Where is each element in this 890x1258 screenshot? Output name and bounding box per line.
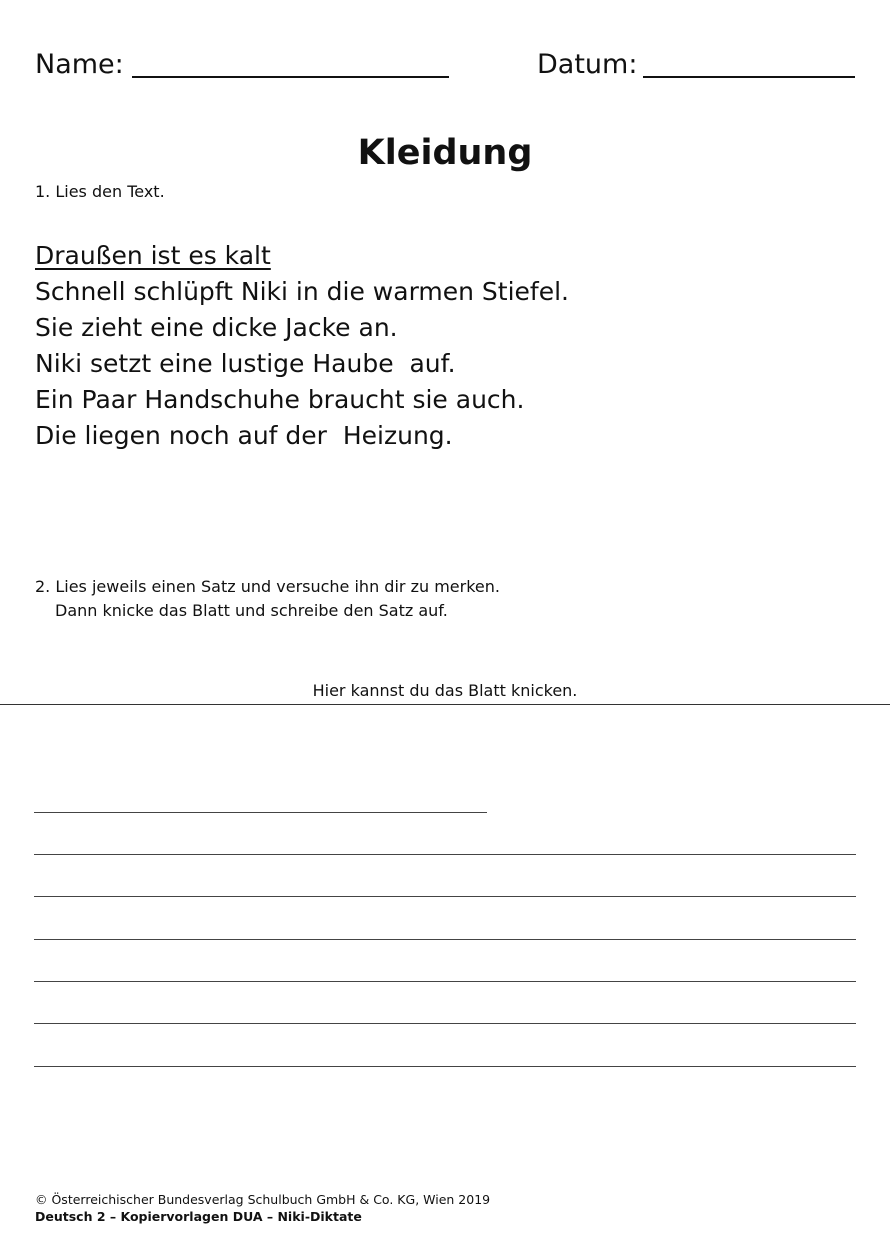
fold-hint: Hier kannst du das Blatt knicken. bbox=[312, 681, 578, 700]
footer-copyright: © Österreichischer Bundesverlag Schulbuch GmbH & Co. KG, Wien 2019 bbox=[35, 1192, 491, 1207]
writing-line[interactable] bbox=[34, 1023, 856, 1024]
story-text bbox=[35, 238, 569, 454]
footer bbox=[35, 1191, 490, 1225]
writing-line[interactable] bbox=[34, 854, 856, 855]
story-line: Sie zieht eine dicke Jacke an. bbox=[35, 313, 398, 342]
writing-line[interactable] bbox=[34, 1066, 856, 1067]
writing-line[interactable] bbox=[34, 981, 856, 982]
story-heading: Draußen ist es kalt bbox=[35, 241, 271, 270]
footer-series: Deutsch 2 – Kopiervorlagen DUA – Niki-Diktate bbox=[35, 1209, 362, 1224]
writing-line[interactable] bbox=[34, 939, 856, 940]
story-line: Ein Paar Handschuhe braucht sie auch. bbox=[35, 385, 525, 414]
name-field[interactable] bbox=[132, 76, 449, 78]
fold-line bbox=[0, 704, 890, 705]
story-line: Schnell schlüpft Niki in die warmen Stiefel. bbox=[35, 277, 570, 306]
story-line: Die liegen noch auf der Heizung. bbox=[35, 421, 453, 450]
page-title: Kleidung bbox=[357, 133, 533, 173]
name-label: Name: bbox=[35, 49, 124, 80]
task-2-instruction-line-2: Dann knicke das Blatt und schreibe den Satz auf. bbox=[55, 601, 448, 620]
story-line: Niki setzt eine lustige Haube auf. bbox=[35, 349, 456, 378]
task-2-instruction-line-1: 2. Lies jeweils einen Satz und versuche ihn dir zu merken. bbox=[35, 577, 500, 596]
date-field[interactable] bbox=[643, 76, 855, 78]
writing-line-short[interactable] bbox=[34, 812, 487, 813]
date-label: Datum: bbox=[537, 49, 638, 80]
writing-line[interactable] bbox=[34, 896, 856, 897]
task-1-instruction: 1. Lies den Text. bbox=[35, 182, 165, 201]
